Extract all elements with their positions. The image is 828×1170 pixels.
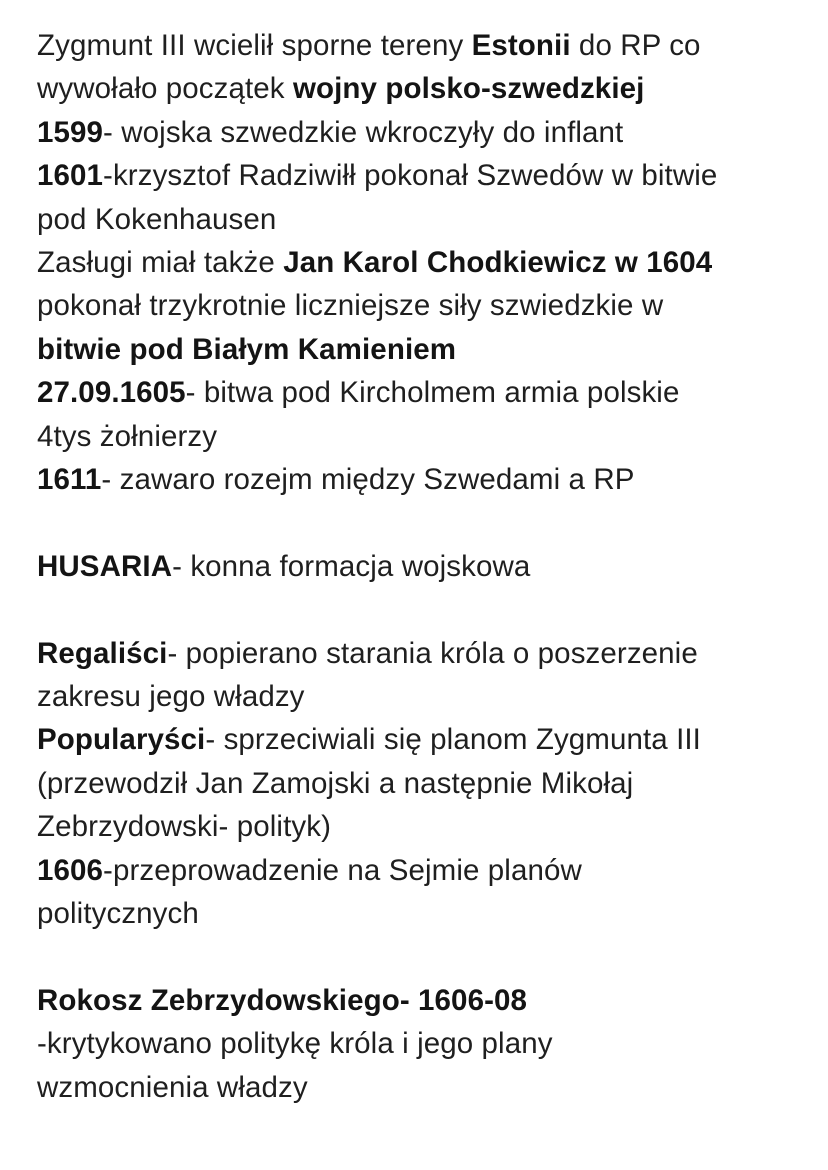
note-line xyxy=(37,328,797,371)
note-line xyxy=(37,198,797,241)
text-span: pokonał trzykrotnie liczniejsze siły szwiedzkie w xyxy=(37,289,664,323)
bold-term: 1599 xyxy=(37,115,104,149)
text-span: - bitwa pod Kircholmem armia polskie xyxy=(185,376,680,410)
note-line xyxy=(37,1066,797,1109)
note-line xyxy=(37,284,797,327)
note-line xyxy=(37,67,797,110)
note-line xyxy=(37,1022,797,1065)
text-span: pod Kokenhausen xyxy=(37,202,277,236)
blank-line xyxy=(37,501,797,544)
text-span: 4tys żołnierzy xyxy=(37,419,218,453)
text-span: Zygmunt III wcielił sporne tereny xyxy=(37,29,472,62)
text-span: wywołało początek xyxy=(37,72,293,106)
note-line xyxy=(37,545,797,588)
bold-term: Estonii xyxy=(471,29,571,62)
note-line xyxy=(37,371,797,414)
note-text xyxy=(37,24,797,1109)
note-line xyxy=(37,415,797,458)
bold-term: HUSARIA xyxy=(37,549,173,583)
blank-line xyxy=(37,936,797,979)
text-span: - wojska szwedzkie wkroczyły do inflant xyxy=(103,115,624,149)
note-line xyxy=(37,762,797,805)
note-line xyxy=(37,458,797,501)
text-span: -krytykowano politykę króla i jego plany xyxy=(37,1027,553,1061)
bold-term: 27.09.1605 xyxy=(37,376,186,410)
note-line xyxy=(37,241,797,284)
bold-term: wojny polsko-szwedzkiej xyxy=(292,72,645,106)
note-line xyxy=(37,632,797,675)
text-span: do RP co xyxy=(570,29,701,62)
text-span: - zawaro rozejm między Szwedami a RP xyxy=(101,463,635,497)
text-span: politycznych xyxy=(37,897,199,931)
note-line xyxy=(37,24,797,67)
note-line xyxy=(37,979,797,1022)
text-span: zakresu jego władzy xyxy=(37,680,305,714)
bold-term: bitwie pod Białym Kamieniem xyxy=(37,332,457,366)
text-span: Zasługi miał także xyxy=(37,246,284,280)
text-span: wzmocnienia władzy xyxy=(37,1070,308,1104)
note-line xyxy=(37,675,797,718)
text-span: - sprzeciwiali się planom Zygmunta III xyxy=(205,723,701,757)
text-span: - konna formacja wojskowa xyxy=(172,549,531,583)
bold-term: Regaliści xyxy=(37,636,168,670)
blank-line xyxy=(37,588,797,631)
bold-term: 1601 xyxy=(37,159,104,193)
text-span: - popierano starania króla o poszerzenie xyxy=(167,636,698,670)
note-line xyxy=(37,849,797,892)
text-span: -krzysztof Radziwiłł pokonał Szwedów w bitwie xyxy=(103,159,718,193)
bold-term: Jan Karol Chodkiewicz w 1604 xyxy=(283,246,713,280)
bold-term: Popularyści xyxy=(37,723,206,757)
note-line xyxy=(37,111,797,154)
note-line xyxy=(37,805,797,848)
text-span: Zebrzydowski- polityk) xyxy=(37,810,331,844)
note-line xyxy=(37,718,797,761)
note-line xyxy=(37,154,797,197)
text-span: -przeprowadzenie na Sejmie planów xyxy=(103,853,582,887)
bold-term: 1606 xyxy=(37,853,104,887)
bold-term: Rokosz Zebrzydowskiego- 1606-08 xyxy=(37,983,528,1017)
note-line xyxy=(37,892,797,935)
bold-term: 1611 xyxy=(37,463,102,497)
text-span: (przewodził Jan Zamojski a następnie Mikołaj xyxy=(37,766,634,800)
